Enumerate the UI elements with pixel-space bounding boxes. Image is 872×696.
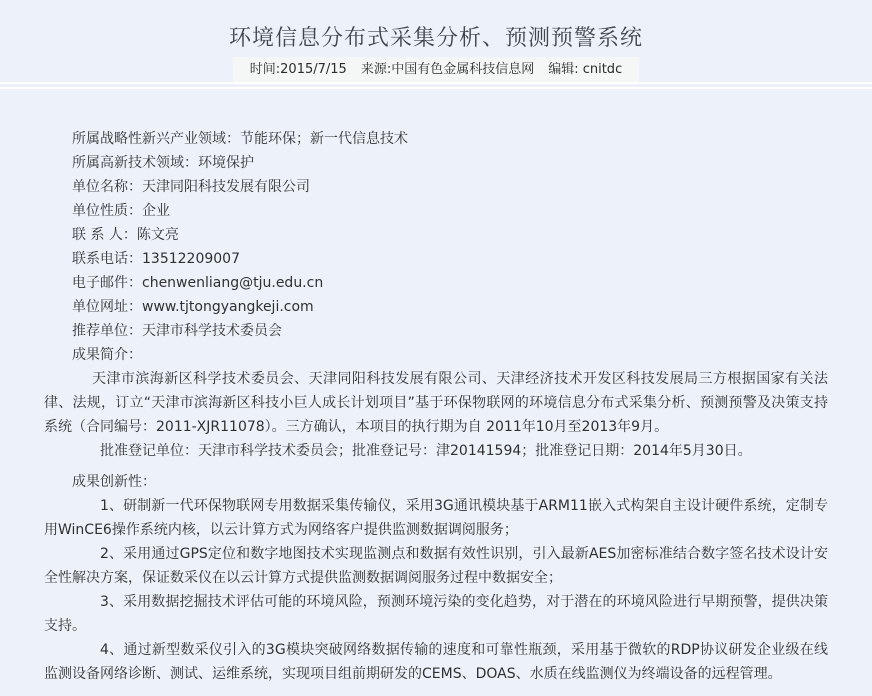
meta-source: 来源:中国有色金属科技信息网	[360, 62, 535, 77]
page-title: 环境信息分布式采集分析、预测预警系统	[228, 26, 643, 51]
info-line-contact-phone: 联系电话：13512209007	[72, 251, 240, 267]
innovation-point-4: 4、通过新型数采仪引入的3G模块突破网络数据传输的速度和可靠性瓶颈，采用基于微软的RDP协议研发企业级在线监测设备网络诊断、测试、运维系统，实现项目组前期研发的CEMS、DOAS、水质在线监测仪为终端设备的远程管理。	[44, 642, 828, 682]
meta-editor: 编辑: cnitdc	[548, 62, 623, 77]
innovation-point-3: 3、采用数据挖掘技术评估可能的环境风险，预测环境污染的变化趋势，对于潜在的环境风险进行早期预警，提供决策支持。	[44, 594, 828, 634]
innovation-point-1: 1、研制新一代环保物联网专用数据采集传输仪，采用3G通讯模块基于ARM11嵌入式构架自主设计硬件系统，定制专用WinCE6操作系统内核，以云计算方式为网络客户提供监测数据调阅服务；	[44, 498, 828, 538]
section-head-innovation: 成果创新性：	[72, 474, 156, 490]
meta-row	[0, 57, 872, 82]
info-line-unit-name: 单位名称：天津同阳科技发展有限公司	[72, 179, 310, 195]
article-header	[0, 0, 872, 89]
article-body	[0, 89, 872, 686]
intro-paragraph: 天津市滨海新区科学技术委员会、天津同阳科技发展有限公司、天津经济技术开发区科技发展局三方根据国家有关法律、法规，订立“天津市滨海新区科技小巨人成长计划项目”基于环保物联网的环境信息分布式采集分析、预测预警及决策支持系统（合同编号：2011-XJR11078）。三方确认，本项目的执行期为自 2011年10月至2013年9月。	[44, 371, 828, 435]
meta-time: 时间:2015/7/15	[249, 62, 347, 77]
info-line-hightech-field: 所属高新技术领域：环境保护	[72, 155, 254, 171]
info-line-industry-field: 所属战略性新兴产业领域：节能环保；新一代信息技术	[72, 131, 408, 147]
section-head-introduction: 成果简介：	[72, 347, 142, 363]
info-line-contact-person: 联 系 人：陈文亮	[72, 227, 179, 243]
info-line-unit-type: 单位性质：企业	[72, 203, 170, 219]
meta-bar	[233, 57, 639, 82]
innovation-point-2: 2、采用通过GPS定位和数字地图技术实现监测点和数据有效性识别，引入最新AES加密标准结合数字签名技术设计安全性解决方案，保证数采仪在以云计算方式提供监测数据调阅服务过程中数据安全；	[44, 546, 828, 586]
info-line-recommending-unit: 推荐单位：天津市科学技术委员会	[72, 323, 282, 339]
info-line-website: 单位网址：www.tjtongyangkeji.com	[72, 299, 314, 315]
info-line-email: 电子邮件：chenwenliang@tju.edu.cn	[72, 275, 324, 291]
header-divider	[0, 82, 872, 89]
approval-line: 批准登记单位：天津市科学技术委员会；批准登记号：津20141594；批准登记日期：2014年5月30日。	[100, 443, 752, 459]
